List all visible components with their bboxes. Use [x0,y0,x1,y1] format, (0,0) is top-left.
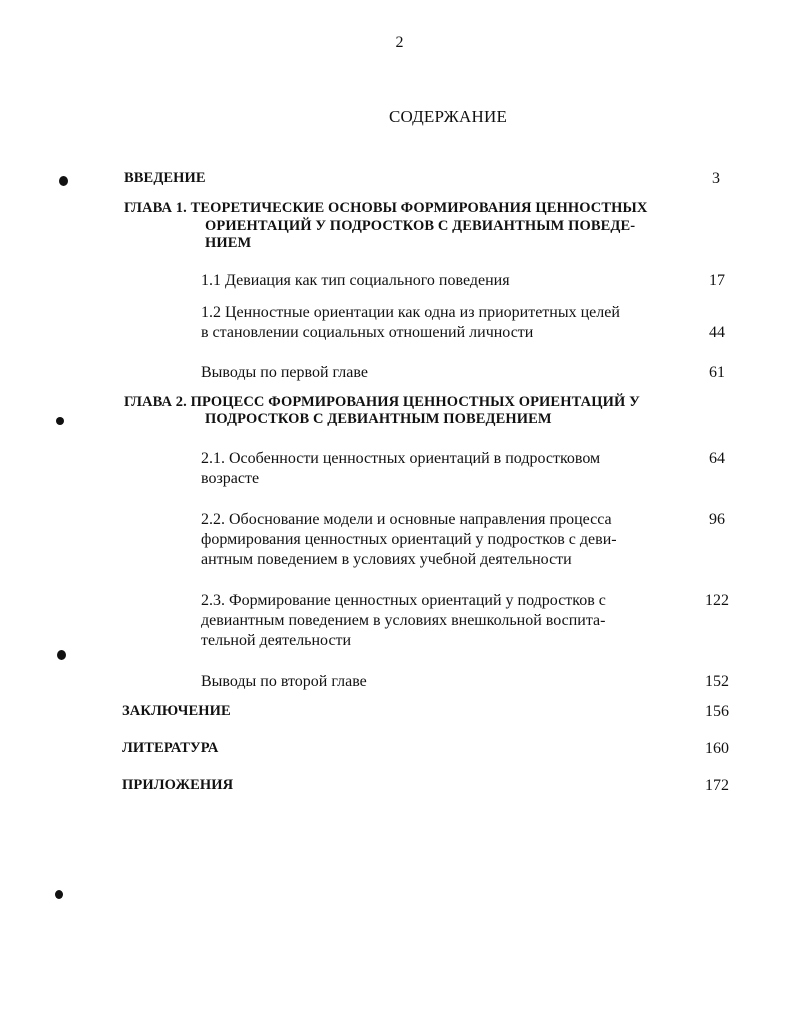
binding-hole-mark [59,176,68,186]
toc-section-2-2-line1: 2.2. Обоснование модели и основные направления процесса [201,511,612,528]
toc-conclusion-label: ЗАКЛЮЧЕНИЕ [122,703,231,719]
toc-section-2-3-line1: 2.3. Формирование ценностных ориентаций у подростков с [201,592,606,609]
toc-section-2-1-page: 64 [709,450,725,467]
toc-section-2-3-line2: девиантным поведением в условиях внешкольной воспита- [201,612,606,629]
toc-intro-label: ВВЕДЕНИЕ [124,170,206,186]
toc-chapter2-conclusion: Выводы по второй главе [201,673,367,690]
toc-intro-page: 3 [712,170,720,187]
toc-section-1-1: 1.1 Девиация как тип социального поведения [201,272,510,289]
toc-literature-page: 160 [705,740,729,757]
toc-section-1-2-page: 44 [709,324,725,341]
toc-section-1-1-page: 17 [709,272,725,289]
toc-chapter1-title-line1: ГЛАВА 1. ТЕОРЕТИЧЕСКИЕ ОСНОВЫ ФОРМИРОВАНИЯ ЦЕННОСТНЫХ [124,200,648,216]
toc-section-2-3-page: 122 [705,592,729,609]
toc-chapter2-title-line1: ГЛАВА 2. ПРОЦЕСС ФОРМИРОВАНИЯ ЦЕННОСТНЫХ ОРИЕНТАЦИЙ У [124,394,640,410]
toc-chapter2-title-line2: ПОДРОСТКОВ С ДЕВИАНТНЫМ ПОВЕДЕНИЕМ [205,411,552,427]
toc-literature-label: ЛИТЕРАТУРА [122,740,219,756]
page-title: СОДЕРЖАНИЕ [388,107,508,126]
binding-hole-mark [55,890,63,899]
toc-chapter1-title-line2: ОРИЕНТАЦИЙ У ПОДРОСТКОВ С ДЕВИАНТНЫМ ПОВЕДЕ- [205,218,636,234]
toc-chapter2-conclusion-page: 152 [705,673,729,690]
toc-appendix-page: 172 [705,777,729,794]
page-number: 2 [395,34,404,51]
toc-section-2-1-line1: 2.1. Особенности ценностных ориентаций в подростковом [201,450,601,467]
toc-section-2-2-page: 96 [709,511,725,528]
toc-section-2-2-line2: формирования ценностных ориентаций у подростков с деви- [201,531,617,548]
toc-conclusion-page: 156 [705,703,729,720]
toc-chapter1-title-line3: НИЕМ [205,235,252,251]
toc-section-2-2-line3: антным поведением в условиях учебной деятельности [201,551,572,568]
toc-section-1-2-line1: 1.2 Ценностные ориентации как одна из приоритетных целей [201,304,620,321]
toc-section-2-1-line2: возрасте [201,470,260,487]
toc-chapter1-conclusion-page: 61 [709,364,725,381]
binding-hole-mark [56,417,64,425]
binding-hole-mark [57,650,66,660]
toc-appendix-label: ПРИЛОЖЕНИЯ [122,777,234,793]
toc-chapter1-conclusion: Выводы по первой главе [201,364,368,381]
toc-section-2-3-line3: тельной деятельности [201,632,352,649]
toc-section-1-2-line2: в становлении социальных отношений личности [201,324,534,341]
